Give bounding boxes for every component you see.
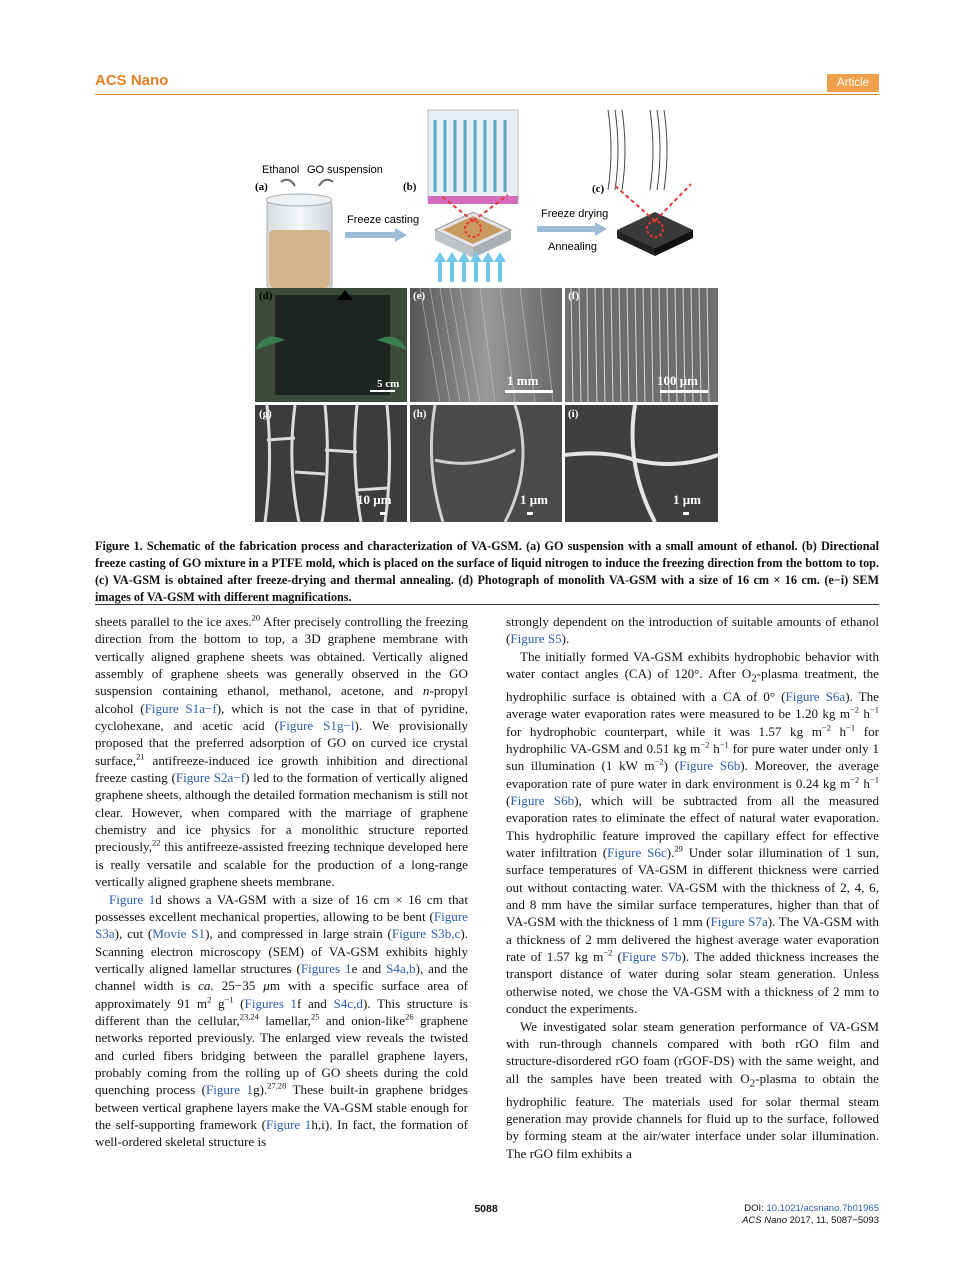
article-badge: Article [827,74,879,92]
panel-i: (i) [568,408,579,420]
scale-h: 1 μm [520,492,548,507]
label-freeze-drying: Freeze drying [541,208,609,220]
citation-journal: ACS Nano [742,1215,787,1226]
scale-d: 5 cm [377,378,400,390]
panel-b: (b) [403,181,417,193]
label-ethanol: Ethanol [262,164,300,176]
label-annealing: Annealing [548,241,597,253]
scale-f: 100 μm [657,373,698,388]
figure-caption: Figure 1. Schematic of the fabrication process and characterization of VA-GSM. (a) GO suspension with a small amount of ethanol. (b) Directional freeze casting of GO mixture in a PTFE mold, which is placed on the surface of liquid nitrogen to induce the freezing direction from the bottom to top. (c) VA-GSM is obtained after freeze-drying and thermal annealing. (d) Photograph of monolith VA-GSM with a size of 16 cm × 16 cm. (e−i) SEM images of VA-GSM with different magnifications. [95,539,879,604]
scale-i: 1 μm [673,492,701,507]
label-freeze-casting: Freeze casting [347,214,420,226]
left-column: sheets parallel to the ice axes.$^{20}$ After precisely controlling the freezing direction from the bottom to top, a 3D graphene membrane with vertically aligned graphene sheets was obtained. Vertically aligned assembly of graphene sheets was generally observed in the GO suspension containing ethanol, methanol, acetone, and n-propyl alcohol (Figure S1a−f), which is not the case in that of pyridine, cyclohexane, and acetic acid (Figure S1g−l). We provisionally proposed that the preferred adsorption of GO on curved ice crystal surface,$^{21}$ antifreeze-induced ice growth inhibition and directional freeze casting (Figure S2a−f) led to the formation of vertically aligned graphene sheets, although the detailed formation mechanism is still not clear. However, when compared with the marriage of graphene chemistry and ice physics for a monolithic structure reported preciously,$^{22}$ this antifreeze-assisted freezing technique developed here is really versatile and scalable for the production of a long-range vertically aligned graphene sheets membrane. Figure 1d shows a VA-GSM with a size of 16 cm × 16 cm that possesses excellent mechanical properties, allowing to be bent (Figure S3a), cut (Movie S1), and compressed in large strain (Figure S3b,c). Scanning electron microscopy (SEM) of VA-GSM exhibits highly vertically aligned lamellar structures (Figures 1e and S4a,b), and the channel width is ca. 25−35 μm with a specific surface area of approximately 91 $m^2$ $g^{-1}$ (Figures 1f and S4c,d). This structure is different than the cellular,$^{23,24}$ lamellar,$^{25}$ and onion-like$^{26}$ graphene networks reported previously. The enlarged view reveals the twisted and curled fibers bridging between the parallel graphene layers, probably coming from the rolling up of GO sheets during the cold quenching process (Figure 1g).$^{27,28}$ These built-in graphene bridges between vertical graphene layers make the VA-GSM stable enough for the self-supporting framework (Figure 1h,i). In fact, the formation of well-ordered skeletal structure is [95,612,469,1150]
scale-g: 10 μm [357,492,392,507]
doi-link[interactable]: 10.1021/acsnano.7b01965 [766,1203,879,1214]
doi-label: DOI: [744,1203,767,1214]
panel-h: (h) [413,408,427,420]
caption-rule [95,604,879,605]
right-column: strongly dependent on the introduction of suitable amounts of ethanol (Figure S5). The initially formed VA-GSM exhibits hydrophobic behavior with water contact angles (CA) of 120°. After $O_2$-plasma treatment, the hydrophilic surface is obtained with a CA of 0° (Figure S6a). The average water evaporation rates were measured to be 1.20 kg $m^{-2}$ $h^{-1}$ for hydrophobic counterpart, while it was 1.57 kg $m^{-2}$ $h^{-1}$ for hydrophilic VA-GSM and 0.51 kg $m^{-2}$ $h^{-1}$ for pure water under only 1 sun illumination (1 kW $m^{-2}$) (Figure S6b). Moreover, the average evaporation rate of pure water in dark environment is 0.24 kg $m^{-2}$ $h^{-1}$ (Figure S6b), which will be subtracted from all the measured evaporation rates to eliminate the effect of natural water evaporation. This hydrophilic feature improved the capillary effect for effective water infiltration (Figure S6c).$^{29}$ Under solar illumination of 1 sun, surface temperatures of VA-GSM in different thickness were carried out without contacting water. VA-GSM with the thickness of 2, 4, 6, and 8 mm have the similar surface temperatures, higher than that of VA-GSM with the thickness of 1 mm (Figure S7a). The VA-GSM with a thickness of 2 mm delivered the highest average water evaporation rate of 1.57 kg $m^{-2}$ (Figure S7b). The added thickness increases the transport distance of water during solar steam generation. Unless otherwise noted, we chose the VA-GSM with a thickness of 2 mm to conduct the experiments. We investigated solar steam generation performance of VA-GSM with run-through channels compared with both rGO film and structure-disordered rGO foam (rGOF-DS) with the same weight, and all the samples have been treated with $O_2$-plasma to obtain the hydrophilic feature. The materials used for solar thermal steam generation may provide channels for fluid up to the surface, followed by forming steam at the air/water interface under solar illumination. The rGO film exhibits a [506,614,879,1161]
label-go: GO suspension [307,164,383,176]
panel-d: (d) [259,290,273,302]
journal-name: ACS Nano [95,72,169,89]
page-number: 5088 [474,1203,498,1215]
figure-1 [95,100,879,530]
scale-e: 1 mm [507,373,539,388]
panel-c: (c) [592,183,605,195]
panel-g: (g) [259,408,272,420]
panel-e: (e) [413,290,426,302]
panel-a: (a) [255,181,268,193]
page-header [95,72,879,95]
footer-citation [742,1203,879,1227]
citation-rest: 2017, 11, 5087−5093 [786,1215,879,1226]
panel-f: (f) [568,290,579,302]
